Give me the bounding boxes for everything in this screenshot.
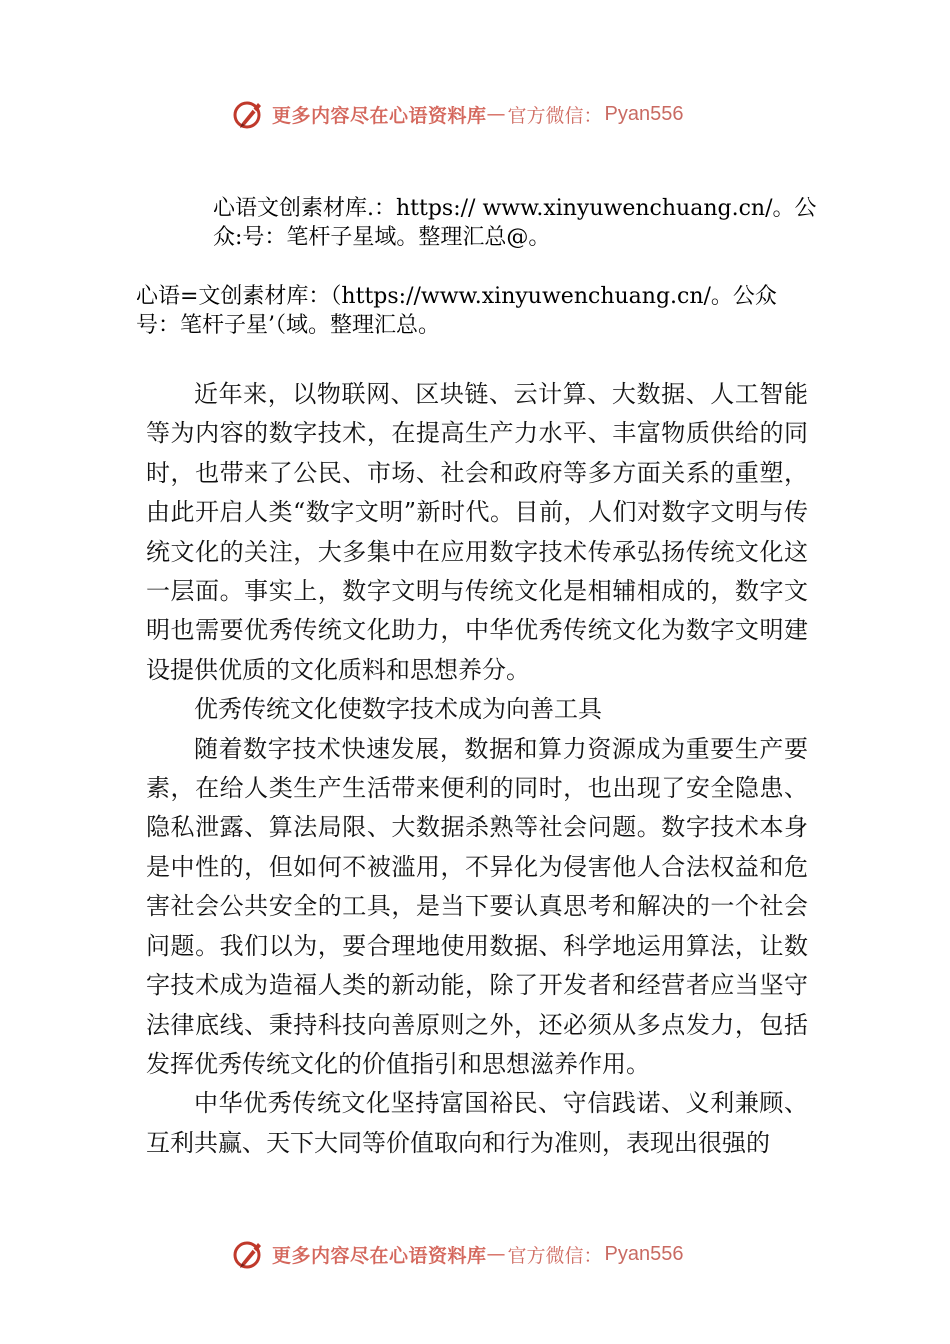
banner-wechat-id: Pyan556 (604, 102, 684, 125)
section-heading: 优秀传统文化使数字技术成为向善工具 (194, 695, 602, 724)
banner-wechat-id: Pyan556 (604, 1242, 684, 1265)
paragraph: 随着数字技术快速发展，数据和算力资源成为重要生产要素，在给人类生产生活带来便利的同时，也出现了安全隐患、隐私泄露、算法局限、大数据杀熟等社会问题。数字技术本身是中性的，但如何不被滥用，不异化为侵害他人合法权益和危害社会公共安全的工具，是当下要认真思考和解决的一个社会问题。我们以为，要合理地使用数据、科学地运用算法，让数字技术成为造福人类的新动能，除了开发者和经营者应当坚守法律底线、秉持科技向善原则之外，还必须从多点发力，包括发挥优秀传统文化的价值指引和思想滋养作用。 (146, 734, 808, 1078)
footer-banner (232, 1236, 684, 1272)
pen-logo-icon (232, 97, 266, 131)
watermark-note-2: 心语=文创素材库：（https://www.xinyuwenchuang.cn/。公众号：笔杆子星’（域。整理汇总。 (136, 284, 777, 338)
article-body (146, 375, 808, 1163)
banner-title: 更多内容尽在心语资料库 (272, 104, 487, 127)
paragraph: 近年来，以物联网、区块链、云计算、大数据、人工智能等为内容的数字技术，在提高生产力水平、丰富物质供给的同时，也带来了公民、市场、社会和政府等多方面关系的重塑，由此开启人类“数字文明”新时代。目前，人们对数字文明与传统文化的关注，大多集中在应用数字技术传承弘扬传统文化这一层面。事实上，数字文明与传统文化是相辅相成的，数字文明也需要优秀传统文化助力，中华优秀传统文化为数字文明建设提供优质的文化质料和思想养分。 (146, 380, 808, 684)
banner-wechat-label: 官方微信： (507, 104, 603, 127)
paragraph: 中华优秀传统文化坚持富国裕民、守信践诺、义利兼顾、互利共赢、天下大同等价值取向和行为准则，表现出很强的 (146, 1089, 808, 1157)
banner-dash: — (486, 1243, 506, 1265)
pen-logo-icon (232, 1237, 266, 1271)
banner-title: 更多内容尽在心语资料库 (272, 1244, 487, 1267)
header-banner (232, 96, 684, 132)
banner-dash: — (486, 103, 506, 125)
watermark-note-1: 心语文创素材库.：https:// www.xinyuwenchuang.cn/。公众:号：笔杆子星域。整理汇总@。 (213, 196, 817, 250)
banner-wechat-label: 官方微信： (507, 1244, 603, 1267)
